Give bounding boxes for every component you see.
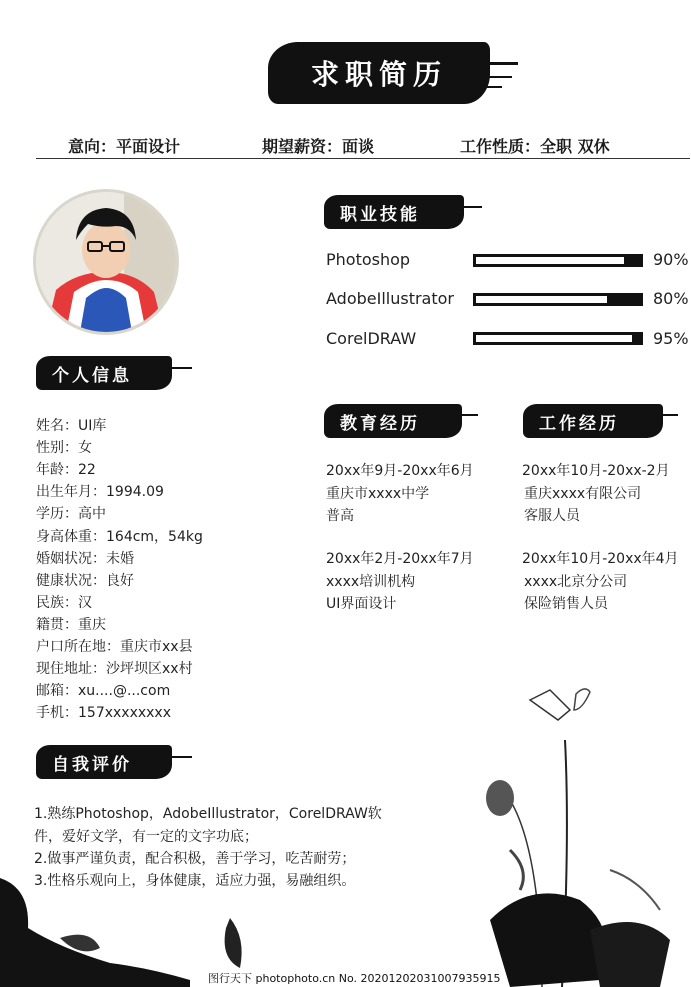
skill-percent-coreldraw: 95%	[653, 329, 689, 348]
brush-tail	[456, 414, 478, 416]
title-brush-tail	[482, 62, 518, 65]
personal-info-line: 手机：157xxxxxxxx	[36, 705, 172, 722]
intent-position: 意向：平面设计	[68, 137, 181, 156]
work-detail: 保险销售人员	[524, 596, 608, 612]
self-eval-heading-label: 自我评价	[52, 754, 132, 775]
work-detail: 客服人员	[524, 508, 580, 524]
personal-info-line: 籍贯：重庆	[36, 616, 106, 633]
skill-bar-fill	[476, 335, 632, 342]
skill-bar-illustrator	[473, 293, 643, 306]
page-title: 求职简历	[310, 58, 447, 91]
skill-name-illustrator: AdobeIllustrator	[326, 289, 454, 308]
education-heading	[324, 404, 462, 438]
work-heading-label: 工作经历	[539, 413, 619, 434]
personal-info-heading	[36, 356, 172, 390]
work-period: 20xx年10月-20xx-2月	[522, 463, 670, 479]
skill-bar-fill	[476, 296, 607, 303]
brush-tail	[166, 756, 192, 758]
personal-info-line: 性别：女	[36, 440, 92, 457]
intent-work-type: 工作性质：全职 双休	[460, 137, 610, 156]
skill-name-photoshop: Photoshop	[326, 250, 411, 269]
education-place: xxxx培训机构	[326, 574, 416, 590]
skill-bar-fill	[476, 257, 624, 264]
skill-bar-photoshop	[473, 254, 643, 267]
watermark	[204, 968, 501, 987]
title-brush-tail	[484, 86, 502, 88]
self-eval-line: 3.性格乐观向上，身体健康，适应力强，易融组织。	[34, 873, 356, 889]
title-brush-tail	[486, 76, 512, 78]
education-place: 重庆市xxxx中学	[326, 486, 430, 502]
skills-heading-label: 职业技能	[340, 204, 420, 225]
skill-percent-photoshop: 90%	[653, 250, 689, 269]
personal-info-line: 健康状况：良好	[36, 572, 134, 589]
self-eval-line: 件，爱好文学，有一定的文字功底；	[34, 829, 258, 845]
intent-row	[36, 134, 690, 159]
personal-info-line: 婚姻状况：未婚	[36, 550, 134, 567]
education-period: 20xx年9月-20xx年6月	[326, 463, 474, 479]
work-period: 20xx年10月-20xx年4月	[522, 551, 679, 567]
personal-info-line: 年龄：22	[36, 462, 96, 479]
personal-info-heading-label: 个人信息	[52, 365, 132, 386]
self-eval-line: 1.熟练Photoshop，AdobeIllustrator，CorelDRAW软	[34, 806, 382, 822]
avatar	[36, 192, 176, 332]
personal-info-line: 身高体重：164cm，54kg	[36, 528, 203, 545]
self-eval-line: 2.做事严谨负责，配合积极，善于学习，吃苦耐劳；	[34, 851, 356, 867]
personal-info-line: 学历：高中	[36, 506, 106, 523]
personal-info-line: 出生年月：1994.09	[36, 484, 164, 501]
self-eval-heading	[36, 745, 172, 779]
personal-info-line: 邮箱：xu....@...com	[36, 683, 171, 700]
brush-tail	[656, 414, 678, 416]
intent-salary: 期望薪资：面谈	[262, 137, 375, 156]
avatar-photo-icon	[36, 192, 176, 332]
personal-info-line: 户口所在地：重庆市xx县	[36, 639, 193, 655]
education-detail: UI界面设计	[326, 596, 397, 612]
education-detail: 普高	[326, 508, 354, 524]
skill-name-coreldraw: CorelDRAW	[326, 329, 417, 348]
work-place: xxxx北京分公司	[524, 574, 628, 590]
brush-tail	[458, 206, 482, 208]
personal-info-line: 民族：汉	[36, 594, 92, 611]
skills-heading	[324, 195, 464, 229]
ink-lotus-icon	[470, 680, 691, 987]
education-heading-label: 教育经历	[340, 413, 420, 434]
personal-info-line: 姓名：UI库	[36, 418, 107, 434]
work-place: 重庆xxxx有限公司	[524, 486, 642, 502]
title-banner	[268, 42, 490, 104]
skill-bar-coreldraw	[473, 332, 643, 345]
brush-tail	[166, 367, 192, 369]
education-period: 20xx年2月-20xx年7月	[326, 551, 474, 567]
personal-info-line: 现住地址：沙坪坝区xx村	[36, 661, 193, 678]
work-heading	[523, 404, 663, 438]
watermark-text: 图行天下 photophoto.cn No. 20201202031007935915	[208, 971, 501, 985]
skill-percent-illustrator: 80%	[653, 289, 689, 308]
